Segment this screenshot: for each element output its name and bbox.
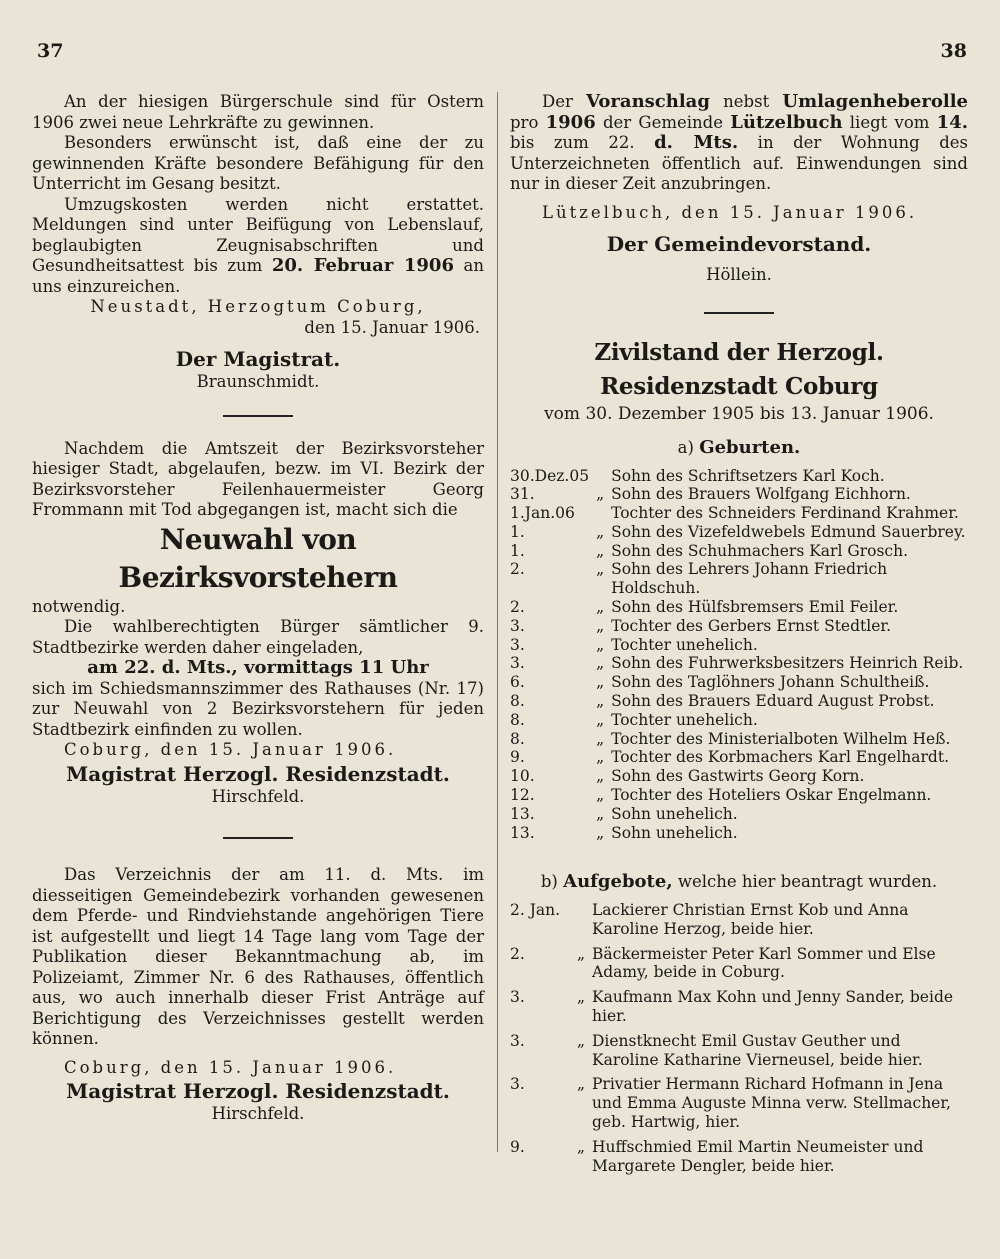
entry-text: Sohn des Taglöhners Johann Schultheiß. <box>611 673 930 692</box>
births-table <box>510 467 968 843</box>
banns-entry <box>510 988 968 1032</box>
entry-date: 8. <box>510 692 525 711</box>
entry-text: Tochter des Ministerialboten Wilhelm Heß. <box>611 729 951 748</box>
entry-text: Sohn unehelich. <box>611 804 738 823</box>
left-column <box>32 92 484 1125</box>
notice-teachers <box>32 92 484 393</box>
authority-signature: Magistrat Herzogl. Residenzstadt. <box>66 761 450 786</box>
entry-date: 31. <box>510 485 535 504</box>
authority-signature: Magistrat Herzogl. Residenzstadt. <box>66 1079 450 1103</box>
birth-entry <box>510 485 968 504</box>
notice-budget <box>510 92 968 286</box>
civil-register <box>510 336 968 1182</box>
birth-entry <box>510 636 968 655</box>
place-line: Neustadt, Herzogtum Coburg, <box>90 297 426 316</box>
authority-signature: Der Magistrat. <box>175 347 341 371</box>
entry-date: 8. <box>510 729 525 748</box>
entry-date: 3. <box>510 1031 525 1050</box>
entry-date: 9. <box>510 1137 525 1156</box>
entry-date: 3. <box>510 988 525 1007</box>
entry-text: Sohn des Schuhmachers Karl Grosch. <box>611 541 908 560</box>
notice-livestock <box>32 865 484 1125</box>
births-heading: a) Geburten. <box>677 437 801 458</box>
ditto-mark: „ <box>596 560 605 579</box>
ditto-mark: „ <box>596 692 605 711</box>
place-date-line: Coburg, den 15. Januar 1906. <box>64 740 397 759</box>
ditto-mark: „ <box>576 988 586 1007</box>
birth-entry <box>510 692 968 711</box>
birth-entry <box>510 748 968 767</box>
section-separator <box>704 312 774 314</box>
entry-text: Kaufmann Max Kohn und Jenny Sander, beide hier. <box>592 988 954 1025</box>
entry-date: 1. <box>510 522 525 541</box>
banns-entry <box>510 1075 968 1137</box>
notice-paragraph: Umzugskosten werden nicht erstattet. Meldungen sind unter Beifügung von Lebenslauf, beglaubigten Zeugnisabschriften und Gesundheitsattest bis zum 20. Februar 1906 an uns einzureichen. <box>32 194 484 296</box>
entry-date: 30.Dez.05 <box>510 466 590 485</box>
banns-entry <box>510 945 968 989</box>
entry-text: Bäckermeister Peter Karl Sommer und Else Adamy, beide in Coburg. <box>592 944 936 982</box>
entry-text: Tochter des Hoteliers Oskar Engelmann. <box>611 786 932 805</box>
place-date-line: Coburg, den 15. Januar 1906. <box>64 1057 397 1077</box>
entry-text: Tochter unehelich. <box>611 710 758 729</box>
notice-paragraph: Das Verzeichnis der am 11. d. Mts. im diesseitigen Gemeindebezirk vorhanden gewesenen dem Pferde- und Rindviehstande angehörigen Tiere ist aufgestellt und liegt 14 Tage lang vom Tage der Publikation dieser Bekanntmachung ab, im Polizeiamt, Zimmer Nr. 6 des Rathauses, öffentlich aus, wo auch innerhalb dieser Frist Anträge auf Berichtigung des Verzeichnisses gestellt werden können. <box>32 865 484 1048</box>
election-time: am 22. d. Mts., vormittags 11 Uhr <box>87 657 429 678</box>
ditto-mark <box>589 467 611 486</box>
entry-date: 2. Jan. <box>510 900 561 919</box>
ditto-mark: „ <box>596 823 605 842</box>
banns-entry <box>510 901 968 945</box>
banns-entry <box>510 1138 968 1182</box>
place-date-line: Lützelbuch, den 15. Januar 1906. <box>542 202 918 222</box>
section-separator <box>223 415 293 417</box>
deadline-date: 20. Februar 1906 <box>271 255 454 276</box>
ditto-mark: „ <box>576 944 586 963</box>
notice-election <box>32 439 484 808</box>
entry-date: 1. <box>510 541 525 560</box>
entry-text: Sohn des Fuhrwerksbesitzers Heinrich Reib. <box>611 654 964 673</box>
authority-signature: Der Gemeindevorstand. <box>606 232 872 256</box>
ditto-mark: „ <box>596 616 605 635</box>
entry-date: 1.Jan.06 <box>510 504 575 523</box>
ditto-mark: „ <box>576 1137 586 1156</box>
birth-entry <box>510 523 968 542</box>
entry-text: Tochter des Schneiders Ferdinand Krahmer. <box>611 504 959 523</box>
ditto-mark <box>589 504 611 523</box>
notice-paragraph: Besonders erwünscht ist, daß eine der zu gewinnenden Kräfte besondere Befähigung für den Unterricht im Gesang besitzt. <box>32 133 484 193</box>
entry-text: Huffschmied Emil Martin Neumeister und Margarete Dengler, beide hier. <box>592 1137 924 1175</box>
notice-paragraph: notwendig. <box>32 596 126 616</box>
birth-entry <box>510 542 968 561</box>
birth-entry <box>510 598 968 617</box>
entry-date: 13. <box>510 804 535 823</box>
entry-text: Sohn des Gastwirts Georg Korn. <box>611 767 865 786</box>
ditto-mark: „ <box>596 485 605 504</box>
entry-text: Sohn des Brauers Eduard August Probst. <box>611 692 935 711</box>
birth-entry <box>510 711 968 730</box>
entry-date: 2. <box>510 944 525 963</box>
ditto-mark: „ <box>596 635 605 654</box>
page-number-right: 38 <box>940 40 967 62</box>
entry-text: Tochter des Gerbers Ernst Stedtler. <box>611 616 892 635</box>
entry-date: 3. <box>510 616 525 635</box>
ditto-mark: „ <box>596 654 605 673</box>
signer-name: Höllein. <box>706 265 772 284</box>
birth-entry <box>510 673 968 692</box>
ditto-mark: „ <box>576 1075 586 1094</box>
date-line: den 15. Januar 1906. <box>304 317 480 337</box>
banns-heading: b) Aufgebote, welche hier beantragt wurden. <box>540 871 938 893</box>
notice-paragraph: Der Voranschlag nebst Umlagenheberolle pro 1906 der Gemeinde Lützelbuch liegt vom 14. bis zum 22. d. Mts. in der Wohnung des Unterzeichneten öffentlich auf. Einwendungen sind nur in dieser Zeit anzubringen. <box>510 91 968 193</box>
ditto-mark: „ <box>596 767 605 786</box>
page-number-left: 37 <box>37 40 64 62</box>
ditto-mark: „ <box>596 786 605 805</box>
birth-entry <box>510 730 968 749</box>
entry-date: 2. <box>510 598 525 617</box>
birth-entry <box>510 654 968 673</box>
entry-date: 9. <box>510 748 525 767</box>
entry-text: Sohn des Brauers Wolfgang Eichhorn. <box>611 485 911 504</box>
birth-entry <box>510 467 968 486</box>
ditto-mark: „ <box>596 598 605 617</box>
entry-date: 8. <box>510 710 525 729</box>
election-heading: Neuwahl von Bezirksvorstehern <box>118 522 398 594</box>
banns-table <box>510 901 968 1181</box>
signer-name: Hirschfeld. <box>211 786 305 806</box>
entry-date: 3. <box>510 1075 525 1094</box>
right-column <box>510 92 968 1181</box>
birth-entry <box>510 767 968 786</box>
birth-entry <box>510 805 968 824</box>
entry-text: Sohn unehelich. <box>611 823 738 842</box>
ditto-mark: „ <box>596 729 605 748</box>
birth-entry <box>510 824 968 843</box>
signer-name: Braunschmidt. <box>196 372 320 391</box>
notice-paragraph: Nachdem die Amtszeit der Bezirksvorsteher hiesiger Stadt, abgelaufen, bezw. im VI. Bezirk der Bezirksvorsteher Feilenhauermeister Georg Frommann mit Tod abgegangen ist, macht sich die <box>32 438 484 519</box>
entry-date: 6. <box>510 673 525 692</box>
column-divider <box>497 92 498 1152</box>
entry-date: 3. <box>510 635 525 654</box>
ditto-mark: „ <box>596 710 605 729</box>
ditto-mark: „ <box>596 804 605 823</box>
birth-entry <box>510 786 968 805</box>
entry-text: Dienstknecht Emil Gustav Geuther und Karoline Katharine Vierneusel, beide hier. <box>592 1031 923 1069</box>
entry-text: Tochter unehelich. <box>611 635 758 654</box>
signer-name: Hirschfeld. <box>211 1104 305 1123</box>
section-separator <box>223 837 293 839</box>
entry-date: 10. <box>510 767 535 786</box>
entry-date: 13. <box>510 823 535 842</box>
birth-entry <box>510 560 968 598</box>
entry-date: 12. <box>510 786 535 805</box>
ditto-mark <box>570 901 592 945</box>
ditto-mark: „ <box>576 1031 586 1050</box>
entry-date: 3. <box>510 654 525 673</box>
entry-date: 2. <box>510 560 525 579</box>
ditto-mark: „ <box>596 522 605 541</box>
entry-text: Lackierer Christian Ernst Kob und Anna Karoline Herzog, beide hier. <box>592 900 909 938</box>
ditto-mark: „ <box>596 541 605 560</box>
notice-paragraph: An der hiesigen Bürgerschule sind für Ostern 1906 zwei neue Lehrkräfte zu gewinnen. <box>32 92 484 132</box>
civil-register-period: vom 30. Dezember 1905 bis 13. Januar 1906. <box>544 403 934 424</box>
entry-text: Sohn des Lehrers Johann Friedrich Holdschuh. <box>611 560 888 598</box>
notice-paragraph: sich im Schiedsmannszimmer des Rathauses (Nr. 17) zur Neuwahl von 2 Bezirksvorstehern für jeden Stadtbezirk einfinden zu wollen. <box>32 678 484 739</box>
birth-entry <box>510 504 968 523</box>
ditto-mark: „ <box>596 748 605 767</box>
banns-entry <box>510 1032 968 1076</box>
entry-text: Sohn des Hülfsbremsers Emil Feiler. <box>611 598 899 617</box>
birth-entry <box>510 617 968 636</box>
entry-text: Tochter des Korbmachers Karl Engelhardt. <box>611 748 949 767</box>
ditto-mark: „ <box>596 673 605 692</box>
entry-text: Sohn des Schriftsetzers Karl Koch. <box>611 466 885 485</box>
entry-text: Privatier Hermann Richard Hofmann in Jena und Emma Auguste Minna verw. Stellmacher, geb. Hartwig, hier. <box>592 1075 951 1131</box>
notice-paragraph: Die wahlberechtigten Bürger sämtlicher 9. Stadtbezirke werden daher eingeladen, <box>32 617 484 657</box>
entry-text: Sohn des Vizefeldwebels Edmund Sauerbrey. <box>611 522 966 541</box>
civil-register-title: Zivilstand der Herzogl. Residenzstadt Coburg <box>594 338 884 400</box>
